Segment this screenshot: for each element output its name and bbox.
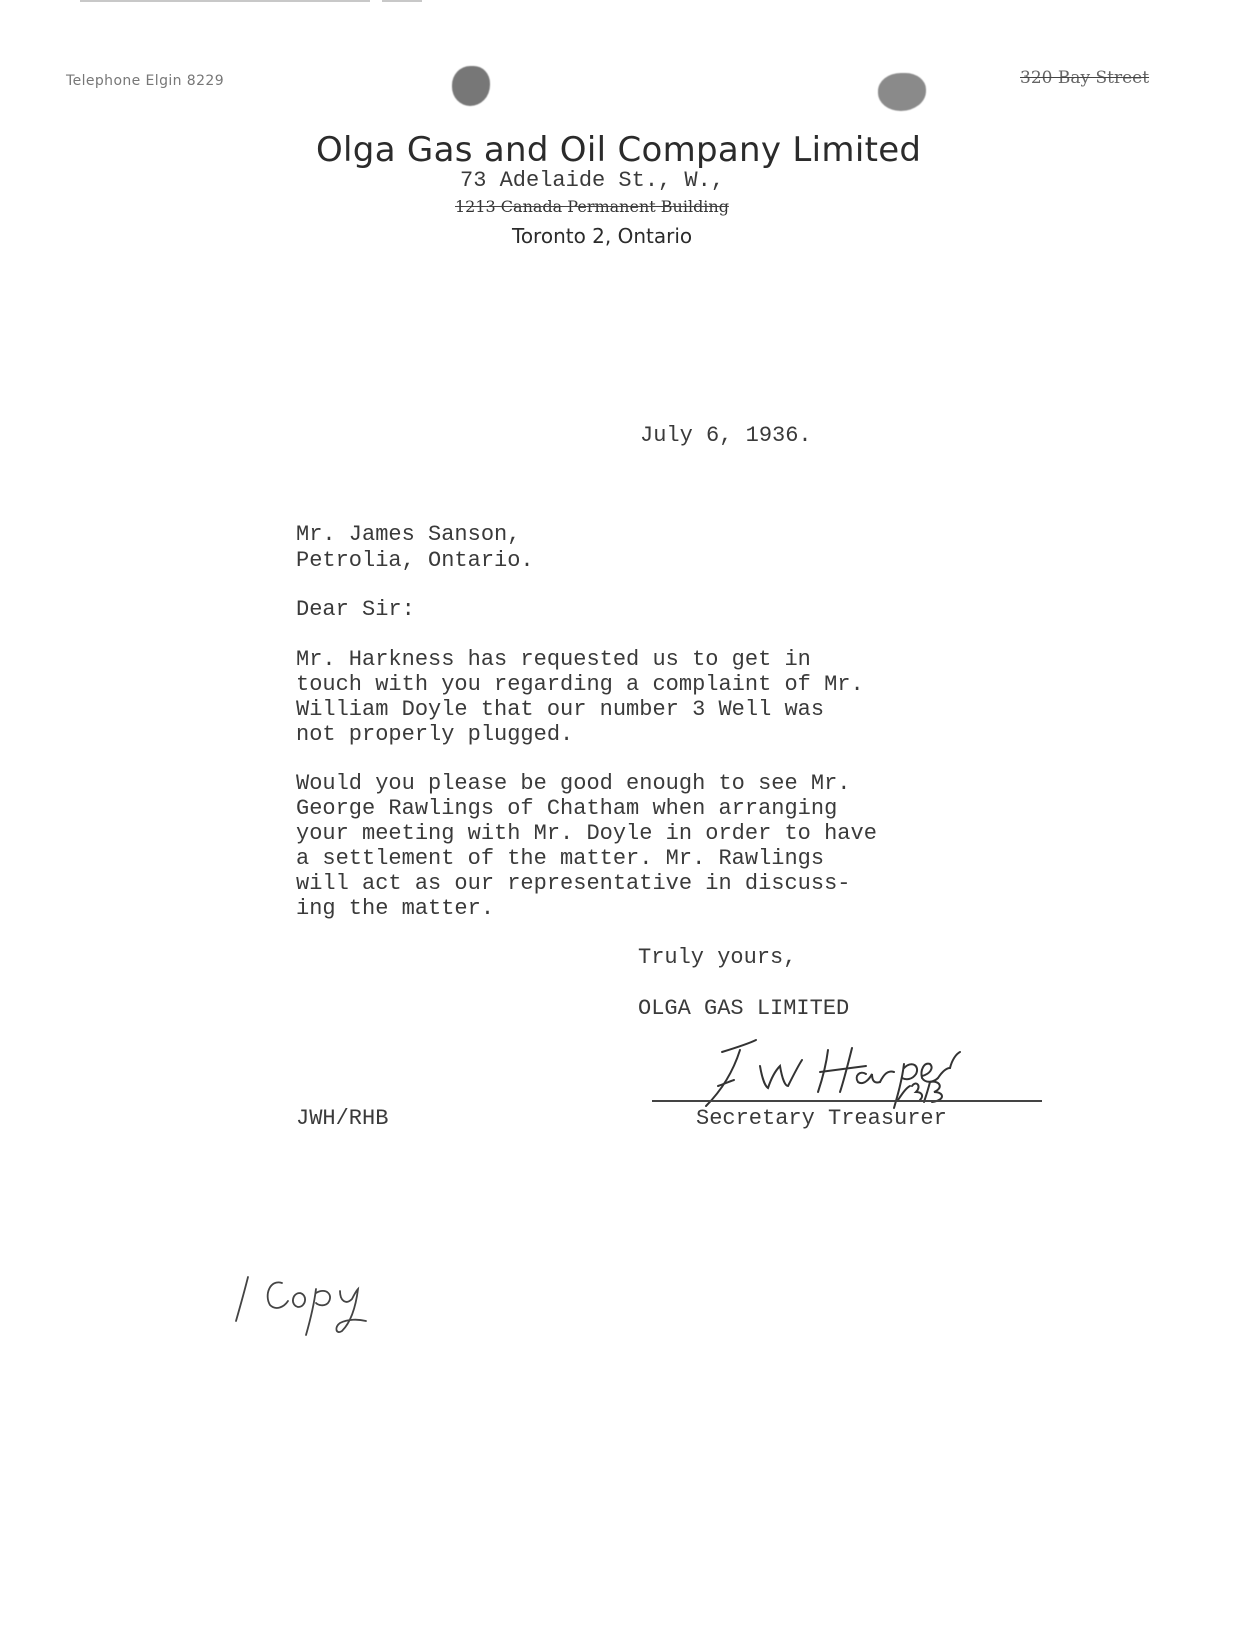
reference-initials: JWH/RHB [296,1106,389,1131]
top-edge-mark [382,0,422,2]
letterhead-city: Toronto 2, Ontario [512,224,693,248]
letterhead-company-name: Olga Gas and Oil Company Limited [316,130,922,170]
letterhead-old-building: 1213 Canada Permanent Building [455,197,729,216]
ink-blot-right [878,73,926,111]
paragraph-1: Mr. Harkness has requested us to get in touch with you regarding a complaint of Mr. William Doyle that our number 3 Well was not properly plugged. [296,647,864,747]
signatory-title: Secretary Treasurer [696,1106,947,1131]
ink-blot-left [452,66,490,106]
letterhead-telephone: Telephone Elgin 8229 [66,73,225,89]
letter-date: July 6, 1936. [640,423,812,448]
signature-line [652,1100,1042,1102]
salutation: Dear Sir: [296,597,415,622]
closing: Truly yours, [638,945,797,970]
company-signature: OLGA GAS LIMITED [638,996,850,1021]
recipient-name: Mr. James Sanson, [296,522,521,547]
recipient-city: Petrolia, Ontario. [296,548,534,573]
top-edge-mark [80,0,370,2]
handwritten-copy-note [230,1265,390,1345]
paragraph-2: Would you please be good enough to see Mr. George Rawlings of Chatham when arranging your meeting with Mr. Doyle in order to have a settlement of the matter. Mr. Rawlings will act as our representative in discuss- ing the matter. [296,771,877,921]
letterhead-old-street: 320 Bay Street [1020,68,1150,88]
letterhead-typed-address: 73 Adelaide St., W., [460,168,725,193]
